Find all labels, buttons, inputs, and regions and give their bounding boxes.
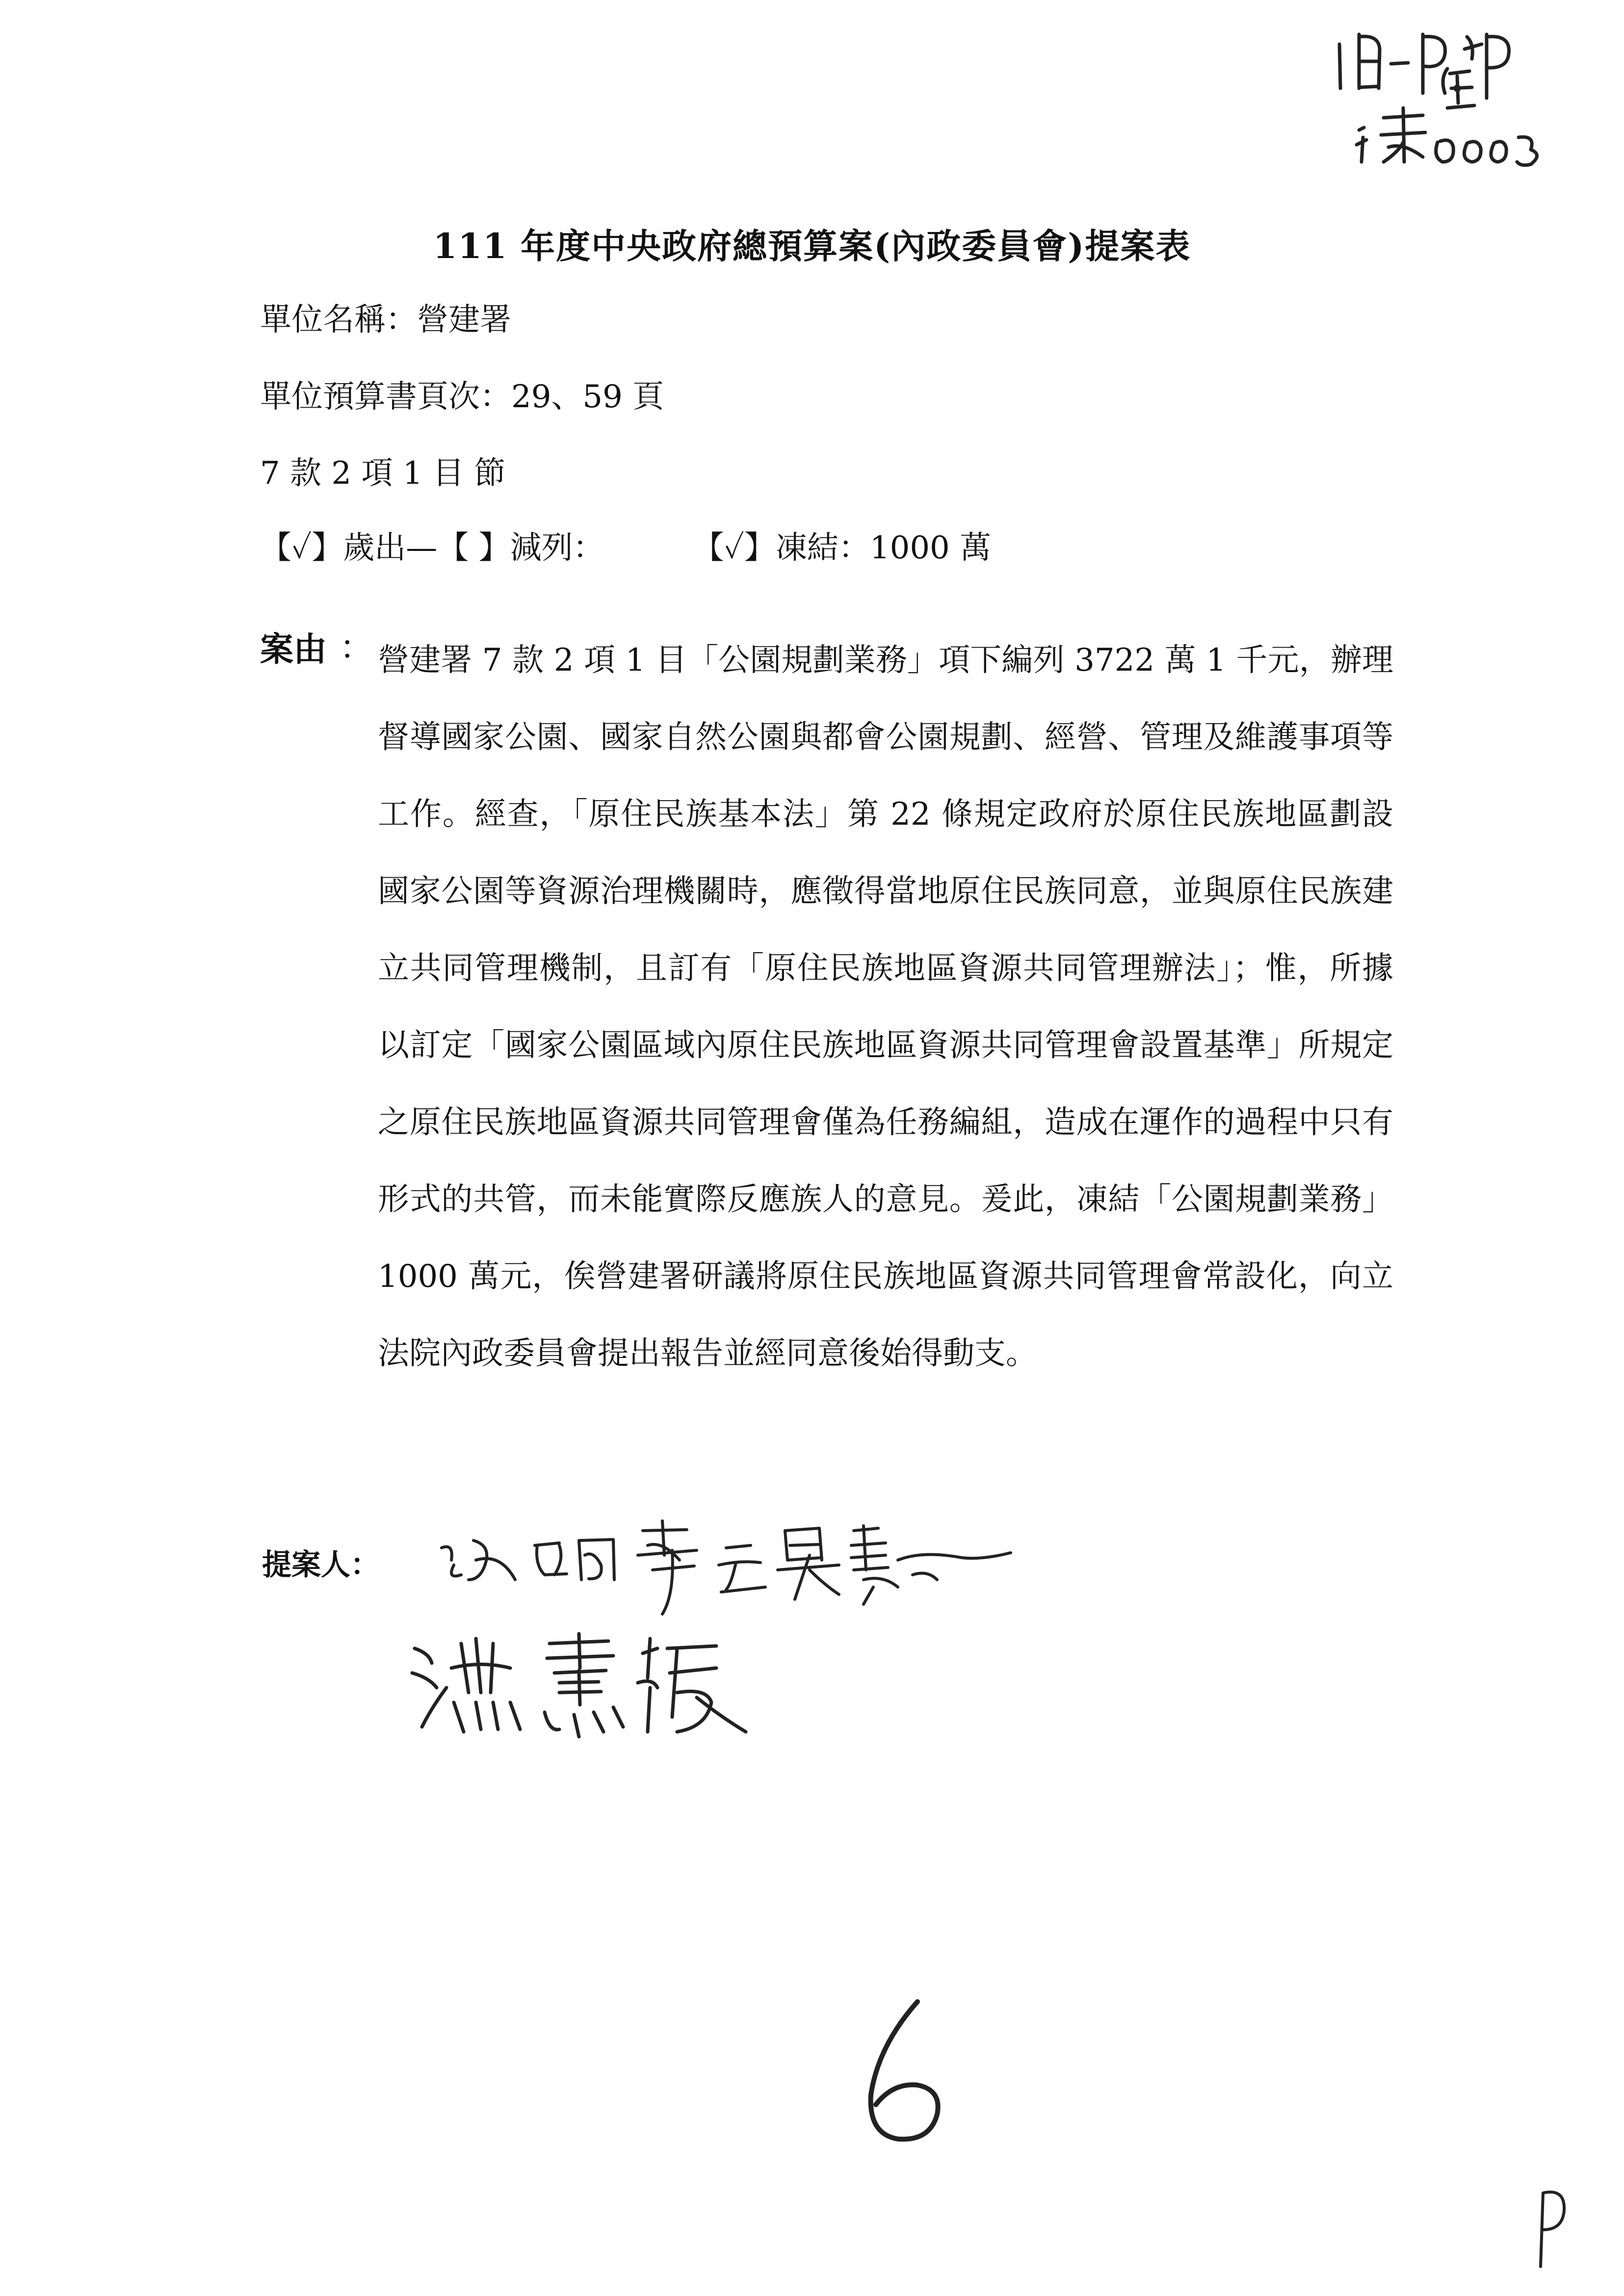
proposer-label: 提案人：	[262, 1548, 380, 1582]
proposer-signature-2	[402, 1619, 770, 1756]
page-title: 111 年度中央政府總預算案(內政委員會)提案表	[433, 226, 1191, 266]
reason-colon: ：	[340, 628, 373, 667]
corner-mark	[1526, 2183, 1575, 2271]
budget-pages: 單位預算書頁次：29、59 頁	[260, 379, 664, 415]
item-path: 7 款 2 項 1 目 節	[260, 455, 506, 492]
reason-text: 營建署 7 款 2 項 1 目「公園規劃業務」項下編列 3722 萬 1 千元，辦理督導國家公園、國家自然公園與都會公園規劃、經營、管理及維護事項等工作。經查，「原住民族基本法」第 22 條規定政府於原住民族地區劃設國家公園等資源治理機關時，應徵得當地原住民族同意，並與原住民族建立共同管理機制，且訂有「原住民族地區資源共同管理辦法」；惟，所據以訂定「國家公園區域內原住民族地區資源共同管理會設置基準」所規定之原住民族地區資源共同管理會僅為任務編組，造成在運作的過程中只有形式的共管，而未能實際反應族人的意見。爰此，凍結「公園規劃業務」1000 萬元，俟營建署研議將原住民族地區資源共同管理會常設化，向立法院內政委員會提出報告並經同意後始得動支。	[378, 642, 1393, 1372]
reason-label: 案由	[260, 630, 327, 669]
handwritten-note-top-right	[1325, 15, 1550, 177]
unit-name: 單位名稱：營建署	[260, 302, 511, 338]
options-row	[260, 522, 991, 568]
handwritten-page-number	[849, 1992, 962, 2154]
expenditure-option: 【✓】歲出—【 】減列：	[260, 530, 604, 566]
freeze-option: 【✓】凍結：1000 萬	[692, 530, 992, 566]
proposer-signature-1	[432, 1501, 1030, 1624]
